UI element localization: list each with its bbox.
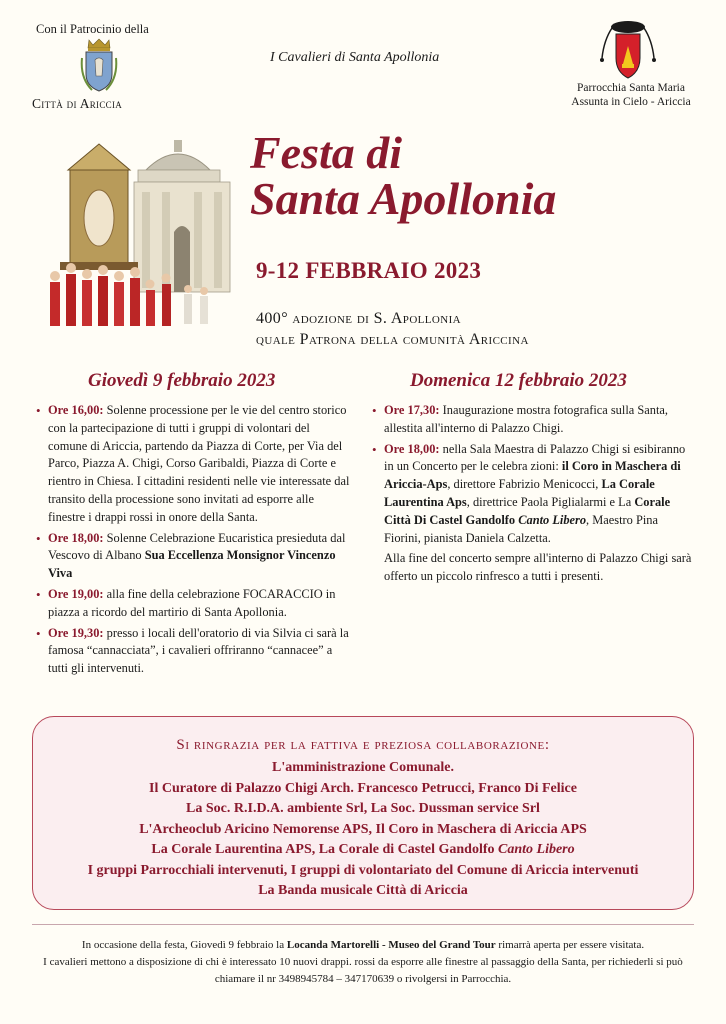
thanks-heading: Si ringrazia per la fattiva e preziosa collaborazione: <box>176 737 550 753</box>
list-item <box>36 586 350 622</box>
adoption-line2: quale Patrona della comunità Ariccina <box>256 331 529 348</box>
list-item <box>36 530 350 583</box>
event-time: Ore 17,30: <box>384 403 440 417</box>
footer-line2: I cavalieri mettono a disposizione di chi è interessato 10 nuovi drappi. rossi da esporre alle finestre al passaggio della Santa, per richiederli si può chiamare il nr 3498945784 – 347170639 o rivolgersi in Parrocchia. <box>43 956 683 985</box>
event-time: Ore 18,00: <box>48 530 104 545</box>
event-time: Ore 18,00: <box>384 441 440 456</box>
event-text: alla fine della celebrazione FOCARACCIO in piazza a ricordo del martirio di Santa Apollonia. <box>48 586 336 619</box>
thanks-line: L'Archeoclub Aricino Nemorense APS, Il Coro in Maschera di Ariccia APS <box>139 821 587 837</box>
adoption-subtitle <box>256 308 529 350</box>
event-text: Solenne Celebrazione Eucaristica presieduta dal Vescovo di Albano <box>48 530 346 563</box>
day2-program <box>372 402 694 586</box>
event-time: Ore 19,00: <box>48 586 104 601</box>
event-time: Ore 19,30: <box>48 625 104 640</box>
event-text-bold: La Corale Laurentina Aps <box>384 477 655 509</box>
day2-heading: Domenica 12 febbraio 2023 <box>410 370 627 391</box>
event-text: presso i locali dell'oratorio di via Silvia ci sarà la famosa “cannacciata”, i cavalieri offriranno “cannacee” a tutti gli intervenuti. <box>48 625 349 676</box>
footer-line1 <box>30 937 696 954</box>
thanks-canto-libero: Canto Libero <box>498 842 575 857</box>
comune-crest-icon <box>80 38 118 94</box>
event-text: Solenne processione per le vie del centro storico con la partecipazione di tutti i gruppi di volontari del comune di Ariccia, partendo da Piazza di Corte, per Via del Parco, Piazza A. Chigi, Corso Garibaldi, Piazza di Corte e rientro in Chiesa. I cittadini residenti nelle vie interessate dal transito della processione sono invitati ad esporre alle finestre i drappi rossi in onore della Santa. <box>48 403 350 524</box>
event-text-bold-italic: Canto Libero <box>518 512 587 527</box>
event-text: , Maestro Pina Fiorini, pianista Daniela Calzetta. <box>384 512 658 545</box>
footer-divider <box>32 924 694 925</box>
day1-program <box>36 402 350 681</box>
page-title <box>250 127 557 224</box>
thanks-line: I gruppi Parrocchiali intervenuti, I gruppi di volontariato del Comune di Ariccia intervenuti <box>87 862 639 878</box>
patronage-label: Con il Patrocinio della <box>36 22 149 36</box>
event-text: Inaugurazione mostra fotografica sulla Santa, allestita all'interno di Palazzo Chigi. <box>384 403 668 435</box>
title-line2: Santa Apollonia <box>250 173 557 224</box>
parish-crest-icon <box>596 18 660 80</box>
adoption-line1: 400° adozione di S. Apollonia <box>256 310 461 327</box>
event-text-bold: Sua Eccellenza Monsignor Vincenzo Viva <box>48 548 336 581</box>
thanks-line: Il Curatore di Palazzo Chigi Arch. Francesco Petrucci, Franco Di Felice <box>149 780 577 796</box>
thanks-line-text: La Corale Laurentina APS, La Corale di Castel Gandolfo <box>151 842 499 857</box>
parish-name-line2: Assunta in Cielo - Ariccia <box>571 96 691 108</box>
list-item <box>372 402 694 438</box>
parish-name-line1: Parrocchia Santa Maria <box>577 82 685 94</box>
procession-illustration <box>38 132 240 346</box>
day1-heading: Giovedì 9 febbraio 2023 <box>88 370 276 391</box>
event-dates: 9-12 FEBBRAIO 2023 <box>256 258 482 283</box>
thanks-line: L'amministrazione Comunale. <box>272 760 454 775</box>
event-text-bold: il Coro in Maschera di Ariccia-Aps <box>384 459 681 492</box>
thanks-box <box>32 716 694 910</box>
event-text-bold: Corale Città Di Castel Gandolfo <box>384 494 671 527</box>
footer-text: rimarrà aperta per essere visitata. <box>495 939 645 951</box>
event-text: , direttrice Paola Piglialarmi e La <box>466 494 635 509</box>
thanks-line <box>33 840 693 861</box>
footer-notes <box>30 937 696 988</box>
thanks-line: La Soc. R.I.D.A. ambiente Srl, La Soc. Dussman service Srl <box>186 801 540 816</box>
event-text: , direttore Fabrizio Menicocci, <box>447 477 602 492</box>
day2-note: Alla fine del concerto sempre all'interno di Palazzo Chigi sarà offerto un piccolo rinfresco a tutti i presenti. <box>384 551 692 584</box>
parish-name <box>552 81 710 109</box>
thanks-list <box>33 758 693 902</box>
list-item <box>372 441 694 548</box>
list-item <box>36 402 350 527</box>
title-line1: Festa di <box>250 127 403 178</box>
thanks-line: La Banda musicale Città di Ariccia <box>258 883 468 898</box>
event-time: Ore 16,00: <box>48 403 104 417</box>
list-item <box>36 625 350 678</box>
event-text: nella Sala Maestra di Palazzo Chigi si esibiranno in un Concerto per le celebra zioni: <box>384 441 686 474</box>
organizer-label: I Cavalieri di Santa Apollonia <box>270 50 440 65</box>
footer-text: In occasione della festa, Giovedì 9 febbraio la <box>81 939 287 951</box>
comune-name: Città di Ariccia <box>32 96 123 111</box>
footer-museum: Locanda Martorelli - Museo del Grand Tour <box>286 939 496 951</box>
